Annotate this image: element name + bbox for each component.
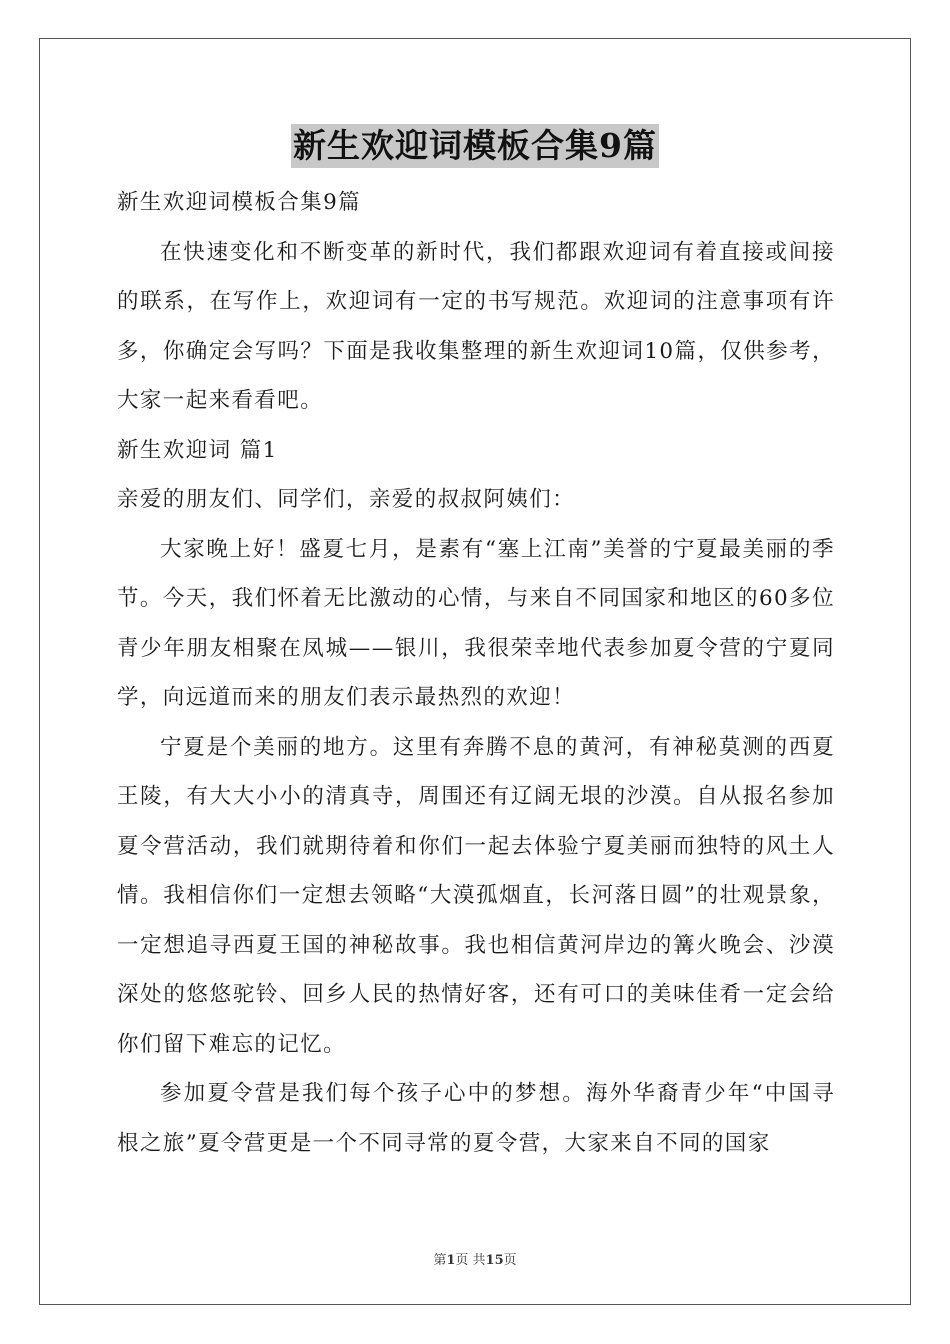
document-title: 新生欢迎词模板合集9篇 <box>291 124 659 168</box>
paragraph: 大家晚上好！盛夏七月，是素有“塞上江南”美誉的宁夏最美丽的季节。今天，我们怀着无比激动的心情，与来自不同国家和地区的60多位青少年朋友相聚在凤城——银川，我很荣幸地代表参加夏令营的宁夏同学，向远道而来的朋友们表示最热烈的欢迎！ <box>117 536 835 710</box>
document-body <box>117 178 835 1168</box>
title-container <box>0 124 950 168</box>
paragraph: 亲爱的朋友们、同学们，亲爱的叔叔阿姨们： <box>117 487 576 512</box>
footer-current-page: 1 <box>446 1253 456 1268</box>
paragraph: 参加夏令营是我们每个孩子心中的梦想。海外华裔青少年“中国寻根之旅”夏令营更是一个不同寻常的夏令营，大家来自不同的国家 <box>117 1081 835 1156</box>
footer-total-pages: 15 <box>485 1253 504 1268</box>
page-footer <box>0 1249 950 1268</box>
footer-suffix: 页 <box>503 1253 517 1268</box>
footer-prefix: 第 <box>433 1253 447 1268</box>
footer-middle: 页 共 <box>455 1253 486 1268</box>
paragraph: 新生欢迎词 篇1 <box>117 437 278 463</box>
paragraph: 在快速变化和不断变革的新时代，我们都跟欢迎词有着直接或间接的联系，在写作上，欢迎词有一定的书写规范。欢迎词的注意事项有许多，你确定会写吗？下面是我收集整理的新生欢迎词10篇，仅供参考，大家一起来看看吧。 <box>117 239 835 413</box>
paragraph: 宁夏是个美丽的地方。这里有奔腾不息的黄河，有神秘莫测的西夏王陵，有大大小小的清真寺，周围还有辽阔无垠的沙漠。自从报名参加夏令营活动，我们就期待着和你们一起去体验宁夏美丽而独特的风土人情。我相信你们一定想去领略“大漠孤烟直，长河落日圆”的壮观景象，一定想追寻西夏王国的神秘故事。我也相信黄河岸边的篝火晚会、沙漠深处的悠悠驼铃、回乡人民的热情好客，还有可口的美味佳肴一定会给你们留下难忘的记忆。 <box>117 734 835 1057</box>
paragraph: 新生欢迎词模板合集9篇 <box>117 190 362 215</box>
